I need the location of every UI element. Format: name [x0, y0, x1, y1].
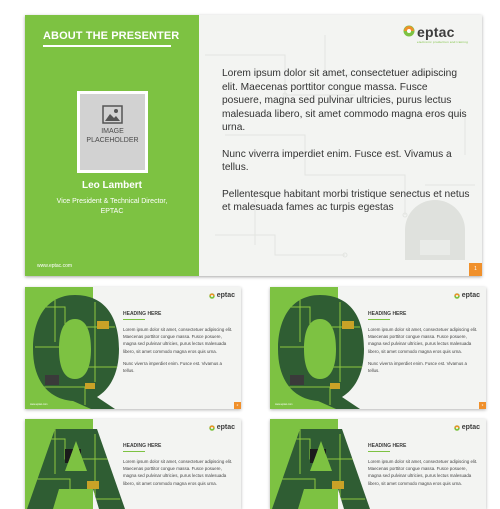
image-placeholder-label	[80, 128, 145, 145]
footer-url: www.eptac.com	[30, 403, 48, 406]
letter-a-graphic	[270, 419, 370, 509]
heading-underline	[368, 319, 390, 320]
placeholder-line-2: PLACEHOLDER	[86, 136, 139, 144]
slide-header: ABOUT THE PRESENTER	[43, 30, 180, 42]
logo-tagline: electronic production and training	[417, 40, 468, 44]
logo-wordmark: eptac	[417, 24, 455, 40]
letter-q-graphic	[25, 287, 125, 409]
eptac-logo	[454, 292, 480, 299]
logo-wordmark: eptac	[216, 292, 235, 299]
slide-body	[368, 326, 478, 379]
eptac-logo-icon	[454, 425, 460, 431]
page-number: 2	[234, 402, 241, 409]
presenter-panel	[25, 15, 199, 276]
presenter-photo-frame	[77, 91, 148, 173]
slide-body	[123, 326, 233, 379]
body-paragraph: Lorem ipsum dolor sit amet, consectetuer adipiscing elit. Maecenas porttitor congue massa. Fusce posuere, magna sed pulvinar ultricies, purus lectus malesuada libero, sit amet commodo magna eros quis urna.	[123, 459, 233, 486]
placeholder-line-1: IMAGE	[101, 128, 124, 135]
footer-url[interactable]: www.eptac.com	[37, 263, 73, 269]
slide-thumbnail-1[interactable]	[25, 287, 241, 409]
image-placeholder	[80, 94, 145, 170]
page-number: 3	[479, 402, 486, 409]
logo-wordmark: eptac	[216, 424, 235, 431]
header-underline	[43, 45, 171, 47]
body-paragraph: Lorem ipsum dolor sit amet, consectetuer adipiscing elit. Maecenas porttitor congue massa. Fusce posuere, magna sed pulvinar ultricies, purus lectus malesuada libero, sit amet commodo magna eros quis urna.	[123, 327, 233, 354]
slide-body	[222, 67, 470, 228]
letter-q-graphic	[270, 287, 370, 409]
body-paragraph: Lorem ipsum dolor sit amet, consectetuer adipiscing elit. Maecenas porttitor congue massa. Fusce posuere, magna sed pulvinar ultricies, purus lectus malesuada libero, sit amet commodo magna eros quis urna.	[368, 459, 478, 486]
slide-body	[123, 458, 233, 492]
body-paragraph: Lorem ipsum dolor sit amet, consectetuer adipiscing elit. Maecenas porttitor congue massa. Fusce posuere, magna sed pulvinar ultricies, purus lectus malesuada libero, sit amet commodo magna eros quis urna.	[222, 68, 467, 133]
eptac-logo-icon	[403, 25, 415, 37]
eptac-logo-icon	[209, 425, 215, 431]
eptac-logo	[454, 424, 480, 431]
body-paragraph: Lorem ipsum dolor sit amet, consectetuer adipiscing elit. Maecenas porttitor congue massa. Fusce posuere, magna sed pulvinar ultricies, purus lectus malesuada libero, sit amet commodo magna eros quis urna.	[368, 327, 478, 354]
eptac-logo-icon	[209, 293, 215, 299]
slide-heading: HEADING HERE	[123, 311, 162, 317]
slide-heading: HEADING HERE	[368, 311, 407, 317]
eptac-logo	[209, 292, 235, 299]
presenter-title: Vice President & Technical Director, EPTAC	[56, 198, 168, 215]
slide-heading: HEADING HERE	[368, 443, 407, 449]
slide-thumbnail-4[interactable]	[270, 419, 486, 509]
slide-thumbnail-3[interactable]	[25, 419, 241, 509]
page-number: 1	[469, 263, 482, 276]
slide-thumbnail-2[interactable]	[270, 287, 486, 409]
main-slide	[25, 15, 482, 276]
slide-heading: HEADING HERE	[123, 443, 162, 449]
eptac-logo-icon	[454, 293, 460, 299]
logo-wordmark: eptac	[461, 424, 480, 431]
footer-url: www.eptac.com	[275, 403, 293, 406]
body-paragraph: Nunc viverra imperdiet enim. Fusce est. Vivamus a tellus.	[222, 148, 452, 173]
body-paragraph: Nunc viverra imperdiet enim. Fusce est. Vivamus a tellus.	[368, 360, 467, 374]
logo-wordmark: eptac	[461, 292, 480, 299]
heading-underline	[123, 319, 145, 320]
eptac-logo	[209, 424, 235, 431]
image-icon	[102, 105, 123, 124]
heading-underline	[368, 451, 390, 452]
body-paragraph: Pellentesque habitant morbi tristique senectus et netus et malesuada fames ac turpis egestas	[222, 188, 470, 213]
letter-a-graphic	[25, 419, 125, 509]
heading-underline	[123, 451, 145, 452]
body-paragraph: Nunc viverra imperdiet enim. Fusce est. Vivamus a tellus.	[123, 360, 222, 374]
eptac-logo	[403, 25, 468, 44]
presenter-name: Leo Lambert	[81, 180, 142, 191]
slide-body	[368, 458, 478, 492]
